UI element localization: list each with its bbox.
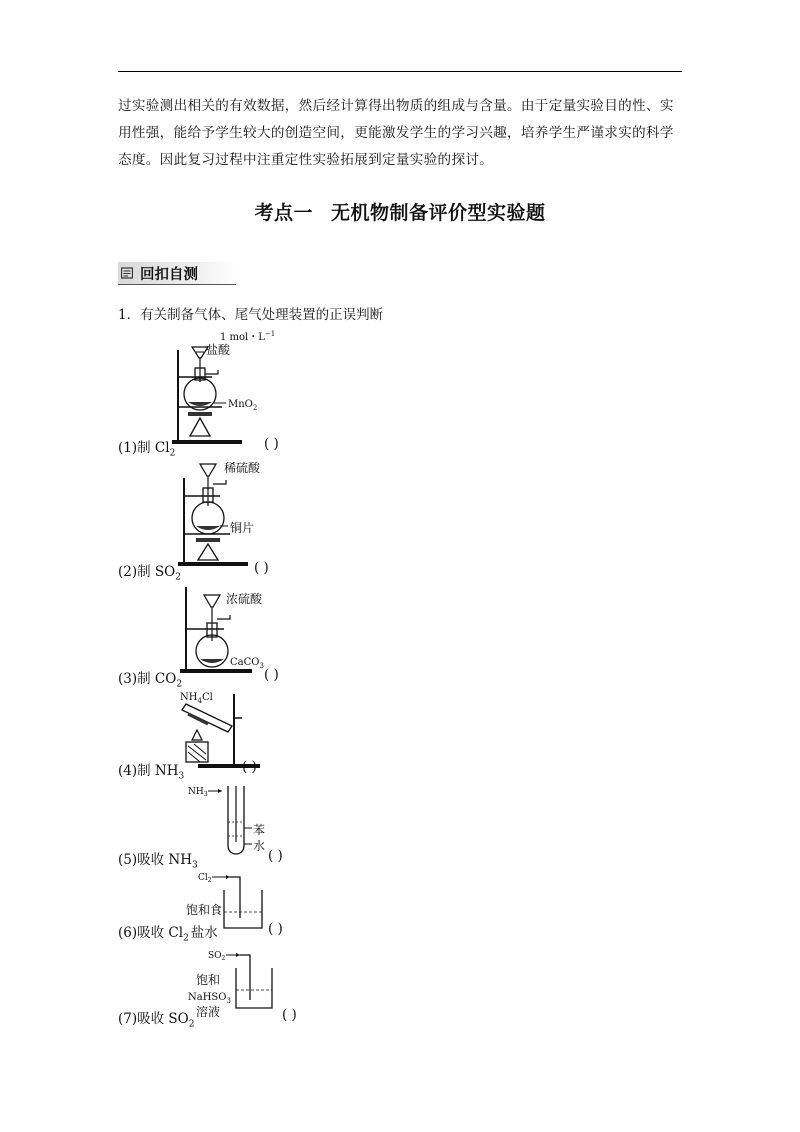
section-title-text: 无机物制备评价型实验题 <box>331 202 546 224</box>
book-icon <box>121 267 133 279</box>
label-liquid-1: 饱和食 <box>186 903 223 917</box>
intro-line-1: 过实验测出相关的有效数据，然后经计算得出物质的组成与含量。由于定量实验目的性、实 <box>118 98 674 114</box>
item-2-label: (2)制 $SO_2$ <box>118 564 181 583</box>
label-acid: 盐酸 <box>206 343 231 357</box>
question-1: 1．有关制备气体、尾气处理装置的正误判断 <box>118 307 384 323</box>
item-6-answer-blank: ( ) <box>268 921 283 937</box>
section-label: 考点一 <box>254 202 313 224</box>
item-3-answer-blank: ( ) <box>264 667 279 683</box>
apparatus-nh3 <box>178 690 268 770</box>
label-liquid-2: NaHSO$_3$ <box>188 992 231 1005</box>
apparatus-cl2 <box>170 330 280 446</box>
label-layer-2: 水 <box>253 839 266 853</box>
label-layer-1: 苯 <box>253 823 266 837</box>
subheading <box>118 262 238 284</box>
item-4-label: (4)制 $NH_3$ <box>118 763 185 782</box>
item-3-label: (3)制 $CO_2$ <box>118 671 183 690</box>
item-1-label: (1)制 $Cl_2$ <box>118 440 176 459</box>
label-reagent: $NH_4Cl$ <box>180 692 213 705</box>
item-4-answer-blank: ( ) <box>242 759 257 775</box>
intro-line-2: 用性强，能给予学生较大的创造空间，更能激发学生的学习兴趣，培养学生严谨求实的科学 <box>118 125 674 141</box>
header-rule <box>118 71 682 72</box>
section-title <box>0 198 800 225</box>
item-6-label: (6)吸收 $Cl_2$ 盐水 <box>118 925 218 944</box>
label-conc: 1 mol・$L^{-1}$ <box>220 330 276 343</box>
item-5-label: (5)吸收 $NH_3$ <box>118 852 198 871</box>
label-liquid-3: 溶液 <box>196 1005 221 1019</box>
item-2-answer-blank: ( ) <box>254 560 269 576</box>
label-solid: MnO$_2$ <box>228 399 258 412</box>
label-acid: 稀硫酸 <box>224 461 261 475</box>
label-acid: 浓硫酸 <box>226 592 263 606</box>
apparatus-absorb-so2 <box>188 944 288 1024</box>
apparatus-co2 <box>176 585 286 675</box>
item-1-answer-blank: ( ) <box>264 436 279 452</box>
item-5-answer-blank: ( ) <box>268 848 283 864</box>
intro-line-3: 态度。因此复习过程中注重定性实验拓展到定量实验的探讨。 <box>118 152 494 168</box>
label-solid: 铜片 <box>230 521 255 535</box>
label-gas: $Cl_2$ <box>198 873 212 884</box>
label-liquid-2: 盐水 <box>190 925 218 941</box>
apparatus-so2 <box>176 456 286 568</box>
item-7-answer-blank: ( ) <box>282 1007 297 1023</box>
subheading-text: 回扣自测 <box>140 267 198 283</box>
label-gas: $NH_3$ <box>188 787 208 798</box>
label-solid: CaCO$_3$ <box>230 657 264 670</box>
label-gas: $SO_2$ <box>208 951 226 962</box>
apparatus-absorb-nh3 <box>186 782 276 862</box>
item-7-label: (7)吸收 $SO_2$ <box>118 1011 195 1030</box>
subheading-underline <box>118 284 236 285</box>
label-liquid-1: 饱和 <box>196 973 221 987</box>
intro-paragraph <box>118 93 684 174</box>
